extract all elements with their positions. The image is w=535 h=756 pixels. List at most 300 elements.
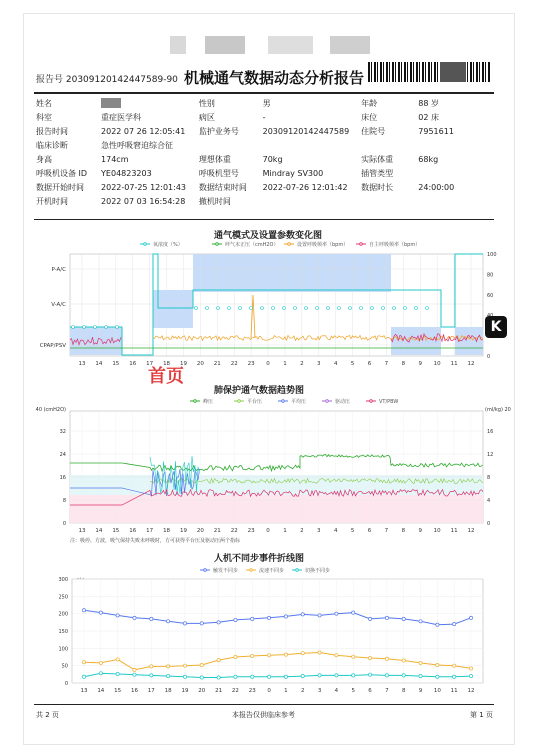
x-tick-label: 7 [384, 361, 389, 367]
legend-label: 氧浓度（%） [153, 242, 183, 248]
oxygen-marker [105, 326, 108, 329]
x-tick-label: 7 [384, 528, 389, 534]
series-point [217, 676, 220, 679]
info-value: 重症医学科 [101, 112, 142, 122]
x-tick-label: 23 [247, 361, 255, 367]
series-point [267, 654, 270, 657]
series-point [116, 614, 119, 617]
info-value [416, 138, 494, 152]
x-tick-label: 11 [450, 688, 458, 694]
right-tick-label: 0 [487, 354, 491, 360]
series-point [436, 675, 439, 678]
info-value: 2022 07 26 12:05:41 [101, 126, 186, 136]
info-row [34, 194, 494, 208]
info-key: 姓名 [36, 98, 52, 108]
right-tick-label: 60 [487, 292, 494, 299]
series-point [318, 614, 321, 617]
series-point [335, 674, 338, 677]
x-tick-label: 19 [179, 361, 187, 367]
x-tick-label: 14 [97, 688, 105, 694]
series-point [335, 612, 338, 615]
x-tick-label: 6 [368, 688, 372, 694]
right-tick-label: 0 [487, 521, 491, 527]
info-value: 24:00:00 [418, 182, 455, 192]
series-point [284, 653, 287, 656]
info-key: 数据开始时间 [36, 182, 84, 192]
oxygen-marker [305, 307, 308, 310]
info-key: 开机时间 [36, 196, 68, 206]
mode-label: CPAP/PSV [39, 343, 66, 349]
series-point [301, 674, 304, 677]
left-tick-label: 0 [62, 521, 66, 527]
legend-marker [194, 400, 197, 403]
x-tick-label: 3 [317, 528, 321, 534]
series-point [335, 654, 338, 657]
x-tick-label: 12 [467, 528, 475, 534]
x-tick-label: 1 [283, 528, 287, 534]
asynchrony-chart [0, 563, 535, 698]
series-point [183, 622, 186, 625]
x-tick-label: 0 [266, 528, 270, 534]
x-tick-label: 5 [351, 688, 355, 694]
info-value: Mindray SV300 [262, 168, 324, 178]
k-badge[interactable]: K [485, 316, 507, 338]
series-point [82, 609, 85, 612]
info-key: 数据时长 [361, 182, 394, 192]
footer-rule [34, 704, 494, 705]
series-point [284, 675, 287, 678]
oxygen-marker [393, 307, 396, 310]
series-point [402, 659, 405, 662]
series-point [167, 665, 170, 668]
y-tick-label: 200 [58, 611, 68, 618]
info-key: 呼吸机型号 [198, 168, 239, 178]
info-value: 88 岁 [418, 98, 440, 108]
redacted-block [268, 36, 313, 54]
lung-protection-chart [0, 393, 535, 543]
series-point [150, 617, 153, 620]
legend-marker [238, 400, 241, 403]
x-tick-label: 16 [129, 528, 137, 534]
legend-label: 触发不同步 [213, 568, 239, 574]
legend-label: VT/PBW [379, 399, 399, 405]
redacted-name [101, 98, 121, 108]
right-tick-label: 80 [487, 272, 494, 279]
info-rule [34, 219, 494, 220]
x-tick-label: 7 [385, 688, 389, 694]
oxygen-marker [239, 307, 242, 310]
x-tick-label: 22 [230, 528, 238, 534]
legend-marker [144, 243, 147, 246]
series-point [133, 616, 136, 619]
info-key: 实际体重 [361, 154, 394, 164]
x-tick-label: 18 [163, 528, 171, 534]
oxygen-marker [316, 307, 319, 310]
series-point [419, 674, 422, 677]
info-value: 2022-07-26 12:01:42 [262, 182, 348, 192]
oxygen-marker [382, 307, 385, 310]
right-tick-label: 8 [487, 475, 491, 481]
x-tick-label: 20 [196, 361, 204, 367]
x-tick-label: 13 [78, 528, 86, 534]
oxygen-marker [327, 307, 330, 310]
series-point [284, 615, 287, 618]
oxygen-marker [426, 307, 429, 310]
chart2-title: 肺保护通气数据趋势图 [214, 386, 305, 396]
series-point [352, 655, 355, 658]
info-value: 68kg [418, 154, 439, 164]
legend-label: 驱动压 [335, 399, 351, 405]
oxygen-marker [206, 307, 209, 310]
info-row [34, 138, 494, 152]
x-tick-label: 3 [317, 361, 321, 367]
info-key: 科室 [36, 112, 52, 122]
series-point [150, 665, 153, 668]
series-point [200, 663, 203, 666]
info-key: 呼吸机设备 ID [36, 168, 88, 178]
x-tick-label: 18 [163, 361, 171, 367]
info-value: YE04823203 [101, 168, 152, 178]
x-tick-label: 4 [333, 361, 338, 367]
oxygen-marker [217, 307, 220, 310]
x-tick-label: 4 [333, 528, 338, 534]
x-tick-label: 12 [467, 361, 475, 367]
chart1-title: 通气模式及设置参数变化图 [214, 231, 323, 241]
info-key: 住院号 [361, 126, 386, 136]
series-point [469, 616, 472, 619]
series-point [217, 659, 220, 662]
x-tick-label: 19 [179, 528, 187, 534]
redacted-block [170, 36, 186, 54]
oxygen-marker [116, 326, 119, 329]
info-row [34, 180, 494, 194]
legend-marker [296, 569, 299, 572]
legend-marker [282, 400, 285, 403]
oxygen-marker [404, 307, 407, 310]
right-tick-label: 12 [487, 452, 494, 458]
series-point [267, 616, 270, 619]
info-value [99, 96, 197, 110]
series-point [385, 616, 388, 619]
info-key: 临床诊断 [36, 140, 68, 150]
info-value: - [262, 112, 266, 122]
series-point [385, 674, 388, 677]
x-tick-label: 11 [450, 361, 458, 367]
x-tick-label: 5 [350, 361, 355, 367]
footer-disclaimer: 本报告仅供临床参考 [232, 711, 295, 719]
x-tick-label: 20 [196, 528, 204, 534]
safe-zone-band [70, 475, 483, 495]
info-value: 02 床 [418, 112, 440, 122]
series-point [167, 620, 170, 623]
right-tick-label: 4 [487, 498, 491, 504]
oxygen-marker [371, 307, 374, 310]
info-value: 174cm [101, 154, 129, 164]
legend-label: 设置呼吸频率（bpm） [297, 242, 349, 248]
x-tick-label: 2 [300, 688, 305, 694]
ventilation-mode-chart [0, 238, 535, 378]
info-key: 身高 [36, 154, 52, 164]
legend-marker [204, 569, 207, 572]
series-point [368, 656, 371, 659]
info-row [34, 110, 494, 124]
x-tick-label: 16 [130, 688, 138, 694]
legend-marker [360, 243, 363, 246]
series-point [234, 655, 237, 658]
x-tick-label: 16 [129, 361, 137, 367]
x-tick-label: 22 [230, 361, 238, 367]
oxygen-marker [349, 307, 352, 310]
series-point [99, 661, 102, 664]
info-value: 2022 07 03 16:54:28 [101, 196, 186, 206]
series-point [419, 620, 422, 623]
x-tick-label: 10 [433, 361, 441, 367]
oxygen-marker [195, 307, 198, 310]
series-point [301, 652, 304, 655]
series-point [402, 674, 405, 677]
x-tick-label: 12 [467, 688, 475, 694]
x-tick-label: 15 [114, 688, 122, 694]
x-tick-label: 9 [418, 528, 423, 534]
legend-label: 呼气末正压（cmH2O） [225, 242, 279, 248]
x-tick-label: 8 [401, 688, 406, 694]
info-key: 监护业务号 [198, 126, 239, 136]
series-point [99, 672, 102, 675]
info-key: 插管类型 [361, 168, 394, 178]
x-tick-label: 4 [334, 688, 339, 694]
series-point [133, 668, 136, 671]
x-tick-label: 23 [247, 528, 255, 534]
oxygen-marker [294, 307, 297, 310]
series-point [453, 675, 456, 678]
oxygen-marker [272, 307, 275, 310]
legend-label: 平台压 [247, 399, 263, 405]
series-point [116, 658, 119, 661]
x-tick-label: 17 [146, 528, 154, 534]
legend-label: 自主呼吸频率（bpm） [369, 242, 421, 248]
x-tick-label: 13 [78, 361, 86, 367]
series-point [352, 611, 355, 614]
chart3-title: 人机不同步事件折线图 [214, 554, 305, 564]
x-tick-label: 2 [300, 361, 304, 367]
series-point [251, 654, 254, 657]
info-key [359, 138, 416, 152]
x-tick-label: 6 [367, 528, 372, 534]
info-value: 2022-07-25 12:01:43 [101, 182, 186, 192]
report-title: 机械通气数据动态分析报告 [184, 69, 365, 87]
x-tick-label: 21 [213, 528, 221, 534]
legend-marker [250, 569, 253, 572]
series-point [133, 673, 136, 676]
left-unit: 40 (cmH2O) [35, 407, 66, 413]
legend-label: 流速不同步 [259, 568, 285, 574]
series-point [267, 675, 270, 678]
legend-marker [326, 400, 329, 403]
series-point [167, 674, 170, 677]
info-row [34, 96, 494, 110]
oxygen-marker [338, 307, 341, 310]
legend-marker [216, 243, 219, 246]
series-point [318, 651, 321, 654]
y-tick-label: 300 [58, 577, 68, 583]
series-point [99, 611, 102, 614]
series-point [150, 674, 153, 677]
info-value [261, 138, 359, 152]
series-point [301, 613, 304, 616]
y-tick-label: 150 [58, 629, 68, 635]
info-key: 报告时间 [36, 126, 68, 136]
x-tick-label: 23 [248, 688, 256, 694]
x-tick-label: 15 [112, 361, 120, 367]
oxygen-marker [94, 326, 97, 329]
chart-note: 注：吸停、方波，吸气保持失败未呼吸时，方可获得平台压及驱动压两个指标 [70, 538, 241, 544]
x-tick-label: 21 [213, 361, 221, 367]
mode-label: V-A/C [51, 302, 66, 308]
report-number: 报告号 20309120142447589-90 [36, 75, 178, 85]
x-tick-label: 1 [284, 688, 288, 694]
series-point [200, 622, 203, 625]
series-point [385, 657, 388, 660]
x-tick-label: 9 [418, 688, 423, 694]
patient-info-table [34, 96, 494, 208]
y-tick-label: 100 [58, 646, 68, 653]
x-tick-label: 1 [283, 361, 287, 367]
footer-page-count: 共 2 页 [36, 711, 59, 719]
oxygen-marker [283, 307, 286, 310]
info-key [359, 194, 416, 208]
info-row [34, 124, 494, 138]
info-value: 70kg [262, 154, 283, 164]
info-key: 性别 [198, 98, 215, 108]
right-unit: (ml/kg) 20 [485, 407, 511, 413]
x-tick-label: 6 [367, 361, 372, 367]
mode-block [153, 290, 193, 328]
barcode [368, 62, 490, 82]
series-point [368, 673, 371, 676]
info-value: 急性呼吸窘迫综合征 [101, 140, 174, 150]
series-point [453, 664, 456, 667]
series-point [402, 617, 405, 620]
oxygen-marker [250, 307, 253, 310]
legend-marker [288, 243, 291, 246]
x-tick-label: 8 [401, 528, 406, 534]
info-key: 理想体重 [198, 154, 231, 164]
x-tick-label: 5 [350, 528, 355, 534]
x-tick-label: 14 [95, 361, 103, 367]
series-point [82, 661, 85, 664]
info-row [34, 152, 494, 166]
info-value [416, 166, 494, 180]
redacted-block [205, 36, 245, 54]
info-key: 撤机时间 [198, 196, 231, 206]
x-tick-label: 13 [80, 688, 88, 694]
y-tick-label: 0 [64, 681, 68, 687]
oxygen-marker [415, 307, 418, 310]
info-key: 年龄 [361, 98, 378, 108]
x-tick-label: 17 [146, 361, 154, 367]
x-tick-label: 10 [433, 528, 441, 534]
info-key: 数据结束时间 [198, 182, 247, 192]
x-tick-label: 17 [147, 688, 155, 694]
x-tick-label: 10 [433, 688, 441, 694]
oxygen-marker [261, 307, 264, 310]
series-point [368, 617, 371, 620]
series-point [82, 675, 85, 678]
series-point [453, 622, 456, 625]
footer-page-number: 第 1 页 [470, 711, 493, 719]
info-value: 7951611 [418, 126, 454, 136]
legend-label: 峰压 [203, 399, 214, 405]
x-tick-label: 14 [95, 528, 103, 534]
left-tick-label: 24 [59, 452, 66, 458]
x-tick-label: 15 [112, 528, 120, 534]
legend-label: 平均压 [291, 399, 307, 405]
info-key [197, 138, 261, 152]
info-key: 床位 [361, 112, 378, 122]
x-tick-label: 18 [164, 688, 172, 694]
series-point [234, 618, 237, 621]
x-tick-label: 8 [401, 361, 406, 367]
oxygen-marker [228, 307, 231, 310]
home-watermark[interactable]: 首页 [148, 366, 184, 387]
left-tick-label: 32 [59, 429, 66, 435]
series-point [318, 674, 321, 677]
left-tick-label: 8 [62, 498, 66, 504]
series-point [469, 667, 472, 670]
x-tick-label: 3 [317, 688, 322, 694]
left-tick-label: 16 [59, 475, 66, 481]
series-point [251, 675, 254, 678]
x-tick-label: 0 [266, 361, 270, 367]
info-value: 男 [262, 98, 271, 108]
header-rule [34, 92, 494, 94]
oxygen-marker [72, 326, 75, 329]
series-point [436, 623, 439, 626]
series-point [183, 664, 186, 667]
x-tick-label: 11 [450, 528, 458, 534]
info-value: 20309120142447589 [262, 126, 350, 136]
x-tick-label: 20 [198, 688, 206, 694]
series-point [116, 672, 119, 675]
legend-marker [370, 400, 373, 403]
series-point [352, 674, 355, 677]
series-point [436, 663, 439, 666]
vt-zone-band [70, 495, 483, 523]
mode-block [193, 254, 391, 292]
series-point [200, 676, 203, 679]
series-point [183, 675, 186, 678]
x-tick-label: 2 [300, 528, 304, 534]
right-tick-label: 100 [487, 252, 497, 258]
y-tick-label: 50 [61, 663, 68, 670]
oxygen-marker [83, 326, 86, 329]
y-tick-label: 250 [58, 594, 68, 601]
info-value [416, 194, 494, 208]
series-point [217, 621, 220, 624]
oxygen-marker [360, 307, 363, 310]
series-point [234, 675, 237, 678]
info-key: 病区 [198, 112, 215, 122]
x-tick-label: 0 [267, 688, 271, 694]
x-tick-label: 21 [215, 688, 223, 694]
mode-label: P-A/C [51, 267, 66, 273]
info-value [261, 194, 359, 208]
legend-label: 切换不同步 [305, 568, 331, 574]
series-point [251, 617, 254, 620]
redacted-block [330, 36, 370, 54]
x-tick-label: 9 [418, 361, 423, 367]
right-tick-label: 16 [487, 429, 494, 435]
